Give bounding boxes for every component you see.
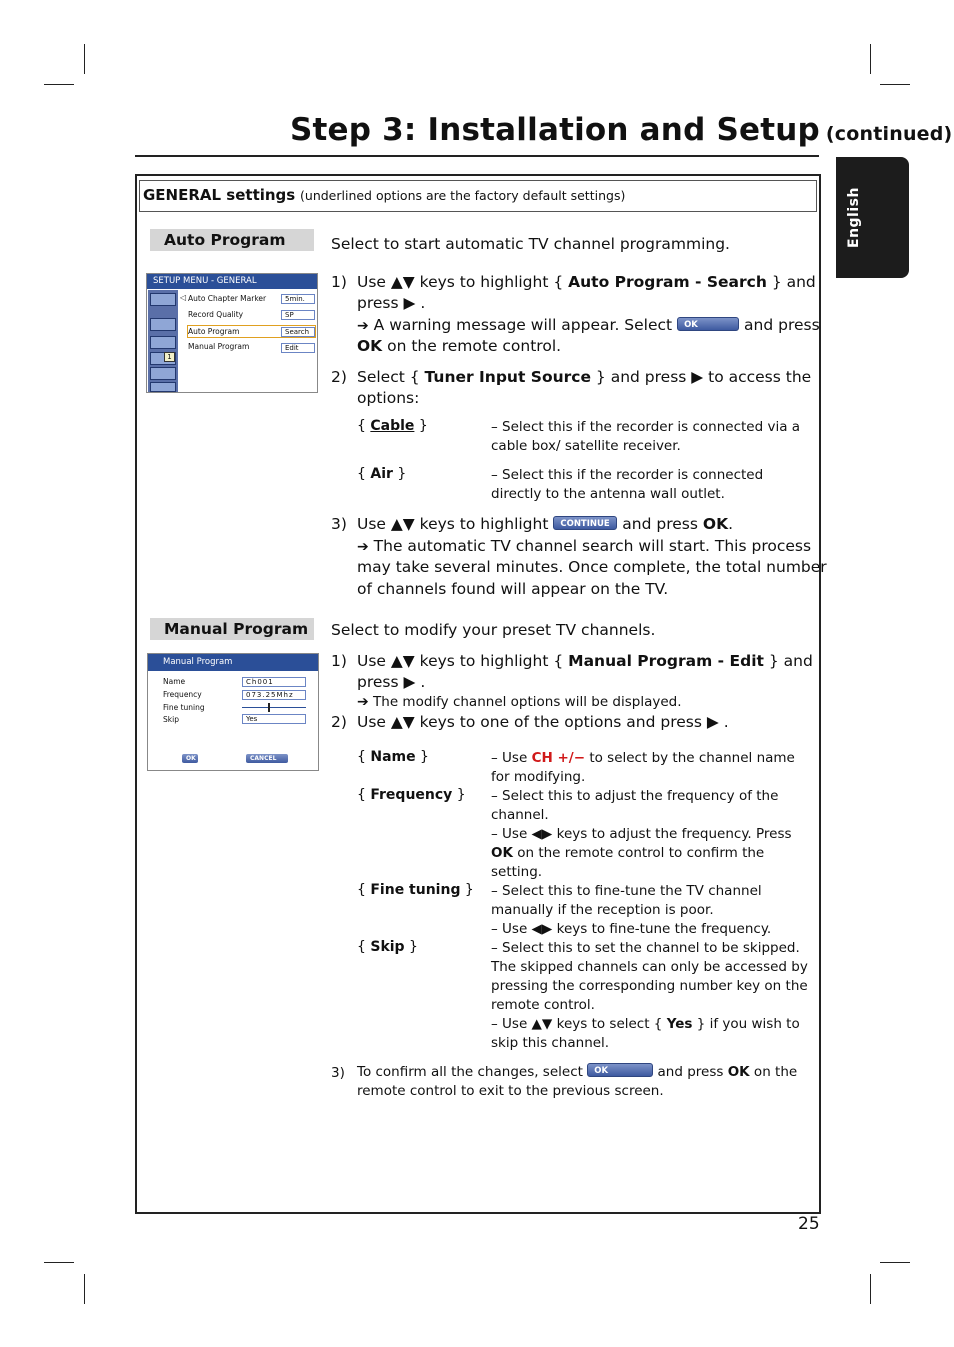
option-desc <box>491 882 811 939</box>
settings-icon <box>150 382 176 392</box>
menu-icon-column <box>148 290 178 392</box>
step-text <box>357 272 816 294</box>
option-fine-tuning: { Fine tuning } <box>357 882 474 898</box>
note-text: A warning message will appear. Select <box>368 316 673 334</box>
note-text: on the remote control. <box>382 337 562 355</box>
menu-row-label: Auto Program <box>188 327 240 336</box>
step-note <box>357 336 561 358</box>
option-desc: – Select this if the recorder is connected via a cable box/ satellite receiver. <box>491 419 801 454</box>
ok-key: OK <box>702 515 729 533</box>
field-value: Yes <box>242 714 306 724</box>
option-name: { Name } <box>357 749 429 765</box>
field-label: Skip <box>163 715 179 724</box>
step-text: remote control to exit to the previous screen. <box>357 1083 664 1099</box>
desc-text: on the remote control to confirm the <box>512 845 765 861</box>
general-header <box>143 186 625 204</box>
step-text: options: <box>357 389 420 407</box>
desc-text: pressing the corresponding number key on the <box>491 978 808 994</box>
crop-mark <box>44 84 74 85</box>
manual-program-label: Manual Program <box>150 618 314 640</box>
step-text-part: Select { <box>357 368 420 386</box>
step-text-part: . <box>728 515 734 533</box>
menu-row-value: SP <box>281 310 315 320</box>
arrow-icon: ➔ <box>357 694 369 710</box>
step-note <box>357 536 811 559</box>
desc-text: The skipped channels can only be accessed by <box>491 959 808 975</box>
step-text-part: To confirm all the changes, select <box>357 1064 583 1080</box>
screen-title-bar: SETUP MENU - GENERAL <box>147 274 317 289</box>
desc-text: setting. <box>491 864 543 880</box>
step-text-part: Use ▲▼ keys to highlight { <box>357 652 564 670</box>
crop-mark <box>870 1274 871 1304</box>
title-rule <box>135 155 819 157</box>
crop-mark <box>44 1262 74 1263</box>
channel-badge: 1 <box>164 352 175 362</box>
step-text <box>357 514 733 536</box>
desc-text: for modifying. <box>491 769 586 785</box>
disc-icon <box>150 318 176 331</box>
ok-key: OK <box>491 845 513 861</box>
step-note <box>357 315 820 338</box>
step-text-part: } and <box>771 273 816 291</box>
yes-key: Yes <box>666 1016 693 1032</box>
ok-button-graphic: OK <box>587 1063 653 1077</box>
field-label: Name <box>163 677 186 686</box>
slider-knob <box>268 703 270 712</box>
auto-program-label: Auto Program <box>150 229 314 251</box>
step-text <box>357 651 813 673</box>
step-text: Use ▲▼ keys to one of the options and press ▶ . <box>357 713 729 731</box>
general-title: GENERAL settings <box>143 186 296 204</box>
step-text-part: } and press ▶ to access the <box>595 368 812 386</box>
option-cable: { Cable } <box>357 418 428 434</box>
step-number: 1) <box>331 652 347 670</box>
menu-row-label: Record Quality <box>188 310 244 319</box>
ok-key: OK <box>357 337 383 355</box>
option-label: Frequency <box>370 787 453 803</box>
step-text: press ▶ . <box>357 673 426 691</box>
desc-text: to select by the channel name <box>585 750 795 766</box>
field-label: Frequency <box>163 690 202 699</box>
option-name: Cable <box>370 418 415 434</box>
desc-text: – Use ▲▼ keys to select { <box>491 1016 663 1032</box>
note-text: of channels found will appear on the TV. <box>357 580 669 598</box>
option-desc: – Select this if the recorder is connected directly to the antenna wall outlet. <box>491 467 764 502</box>
step-text-part: on the <box>749 1064 798 1080</box>
note-text: The automatic TV channel search will start. This process <box>368 537 812 555</box>
option-label: Fine tuning <box>370 882 461 898</box>
menu-row-value: 5min. <box>281 294 315 304</box>
option-air: { Air } <box>357 466 407 482</box>
option-skip: { Skip } <box>357 939 418 955</box>
step-note <box>357 693 682 712</box>
desc-text: – Select this to adjust the frequency of the <box>491 788 779 804</box>
step-text <box>357 1063 797 1082</box>
desc-text: manually if the reception is poor. <box>491 902 714 918</box>
audio-icon <box>150 336 176 349</box>
crop-mark <box>84 1274 85 1304</box>
video-icon <box>150 367 176 380</box>
step-text <box>357 367 811 389</box>
step-text-part: } and <box>768 652 813 670</box>
ch-key: CH +/− <box>531 750 586 766</box>
menu-row-value: Search <box>281 327 315 337</box>
record-icon <box>150 293 176 306</box>
desc-text: – Use ◀▶ keys to adjust the frequency. Press <box>491 826 792 842</box>
step-number: 1) <box>331 273 347 291</box>
step-number: 2) <box>331 713 347 731</box>
menu-row-label: Auto Chapter Marker <box>188 294 267 303</box>
desc-text: – Select this to fine-tune the TV channel <box>491 883 762 899</box>
step-key: Manual Program - Edit <box>568 652 764 670</box>
setup-menu-screenshot <box>146 273 318 393</box>
note-text: The modify channel options will be displayed. <box>368 694 682 710</box>
step-text-part: Use ▲▼ keys to highlight { <box>357 273 564 291</box>
step-key: Tuner Input Source <box>424 368 591 386</box>
title-text: Step 3: Installation and Setup <box>290 112 820 148</box>
desc-text: skip this channel. <box>491 1035 610 1051</box>
step-number: 3) <box>331 1065 345 1081</box>
crop-mark <box>870 44 871 74</box>
fine-tuning-slider <box>242 707 306 708</box>
option-label: Skip <box>370 939 405 955</box>
option-label: Name <box>370 749 416 765</box>
note-text: and press <box>744 316 820 334</box>
auto-program-intro: Select to start automatic TV channel programming. <box>331 235 730 253</box>
desc-text: remote control. <box>491 997 595 1013</box>
option-desc <box>491 749 811 787</box>
step-text-part: and press <box>657 1064 724 1080</box>
note-text: may take several minutes. Once complete, the total number <box>357 558 827 576</box>
screen-title-bar: Manual Program <box>148 654 318 671</box>
page-number: 25 <box>798 1214 820 1234</box>
cancel-button-graphic: CANCEL <box>246 754 288 763</box>
option-desc <box>491 939 811 1053</box>
crop-mark <box>880 84 910 85</box>
option-desc <box>491 787 811 882</box>
ok-button-graphic: OK <box>182 754 198 763</box>
step-number: 2) <box>331 368 347 386</box>
step-text-part: Use ▲▼ keys to highlight <box>357 515 549 533</box>
desc-text: – Use <box>491 750 528 766</box>
field-value: 073.25Mhz <box>242 690 306 700</box>
option-name: Air <box>370 466 393 482</box>
crop-mark <box>880 1262 910 1263</box>
step-number: 3) <box>331 515 347 533</box>
pointer-icon: ◁ <box>180 293 187 302</box>
manual-program-screenshot <box>147 653 319 771</box>
ok-key: OK <box>727 1064 750 1080</box>
arrow-icon: ➔ <box>357 318 369 334</box>
continue-button-graphic: CONTINUE <box>553 516 617 530</box>
desc-text: – Use ◀▶ keys to fine-tune the frequency. <box>491 921 772 937</box>
field-label: Fine tuning <box>163 703 205 712</box>
desc-text: } if you wish to <box>696 1016 800 1032</box>
page-title <box>290 112 952 148</box>
desc-text: channel. <box>491 807 549 823</box>
menu-row-label: Manual Program <box>188 342 250 351</box>
menu-row-value: Edit <box>281 343 315 353</box>
language-tab-label: English <box>846 187 862 248</box>
step-key: Auto Program - Search <box>568 273 767 291</box>
option-frequency: { Frequency } <box>357 787 466 803</box>
step-text-part: and press <box>622 515 698 533</box>
field-value: Ch001 <box>242 677 306 687</box>
general-subtitle: (underlined options are the factory default settings) <box>300 188 626 203</box>
ok-button-graphic: OK <box>677 317 739 331</box>
manual-program-intro: Select to modify your preset TV channels. <box>331 621 656 639</box>
arrow-icon: ➔ <box>357 539 369 555</box>
step-text: press ▶ . <box>357 294 426 312</box>
crop-mark <box>84 44 85 74</box>
desc-text: – Select this to set the channel to be skipped. <box>491 940 800 956</box>
title-continued: (continued) <box>825 123 953 145</box>
